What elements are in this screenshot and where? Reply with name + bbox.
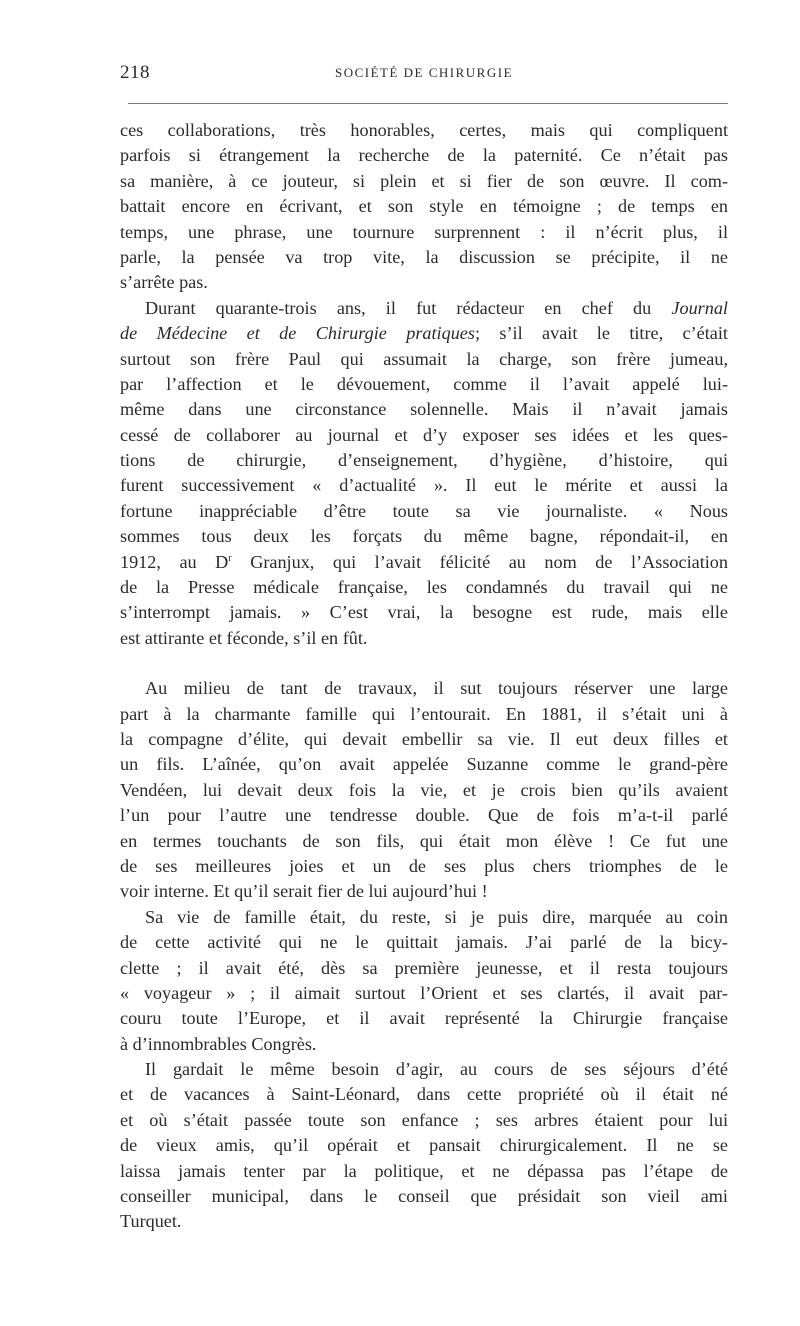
text-line: de ses meilleures joies et un de ses plus chers triomphes de le — [120, 855, 728, 876]
journal-title-italic: de Médecine et de Chirurgie pratiques — [120, 323, 475, 344]
text-line: furent successivement « d’actualité ». Il eut le mérite et aussi la — [120, 475, 728, 496]
text-line: de cette activité qui ne le quittait jamais. J’ai parlé de la bicy- — [120, 932, 728, 953]
text-line: en termes touchants de son fils, qui était mon élève ! Ce fut une — [120, 830, 728, 851]
paragraph-2 — [120, 296, 728, 651]
text-line: parfois si étrangement la recherche de la paternité. Ce n’était pas — [120, 145, 728, 166]
text-line: l’un pour l’autre une tendresse double. Que de fois m’a-t-il parlé — [120, 805, 728, 826]
paragraph-1 — [120, 118, 728, 296]
page-header — [120, 62, 728, 92]
text-line: Au milieu de tant de travaux, il sut toujours réserver une large — [145, 678, 728, 699]
text-line: conseiller municipal, dans le conseil que présidait son vieil ami — [120, 1186, 728, 1207]
text-line: temps, une phrase, une tournure surprennent : il n’écrit plus, il — [120, 221, 728, 242]
text-line: s’arrête pas. — [120, 272, 208, 293]
text-line: voir interne. Et qu’il serait fier de lui aujourd’hui ! — [120, 881, 488, 902]
text-line: sommes tous deux les forçats du même bagne, répondait-il, en — [120, 526, 728, 547]
paragraph-3 — [120, 676, 728, 905]
text-line: Il gardait le même besoin d’agir, au cours de ses séjours d’été — [145, 1059, 728, 1080]
text-line: de vieux amis, qu’il opérait et pansait chirurgicalement. Il ne se — [120, 1135, 728, 1156]
text-line: Vendéen, lui devait deux fois la vie, et je crois bien qu’ils avaient — [120, 779, 728, 800]
text-line: « voyageur » ; il aimait surtout l’Orient et ses clartés, il avait par- — [120, 982, 728, 1003]
text-line: part à la charmante famille qui l’entourait. En 1881, il s’était uni à — [120, 703, 728, 724]
text-line: laissa jamais tenter par la politique, et ne dépassa pas l’étape de — [120, 1160, 728, 1181]
text-line: battait encore en écrivant, et son style en témoigne ; de temps en — [120, 196, 728, 217]
section-gap — [120, 651, 728, 676]
text-line: s’interrompt jamais. » C’est vrai, la besogne est rude, mais elle — [120, 602, 728, 623]
text-line: surtout son frère Paul qui assumait la charge, son frère jumeau, — [120, 348, 728, 369]
text-line: couru toute l’Europe, et il avait représenté la Chirurgie française — [120, 1008, 728, 1029]
text-line: et de vacances à Saint-Léonard, dans cette propriété où il était né — [120, 1084, 728, 1105]
header-rule — [128, 103, 728, 104]
text-fragment: ; s’il avait le titre, c’était — [474, 323, 728, 344]
text-line: un fils. L’aînée, qu’on avait appelée Suzanne comme le grand-père — [120, 754, 728, 775]
text-line — [120, 296, 728, 321]
text-line: la compagne d’élite, qui devait embellir sa vie. Il eut deux filles et — [120, 728, 728, 749]
running-title: SOCIÉTÉ DE CHIRURGIE — [334, 65, 514, 80]
superscript: r — [228, 552, 232, 564]
text-line: à d’innombrables Congrès. — [120, 1033, 317, 1054]
text-line: et où s’était passée toute son enfance ; ses arbres étaient pour lui — [120, 1109, 728, 1130]
journal-title-italic: Journal — [671, 297, 728, 318]
text-line: Sa vie de famille était, du reste, si je puis dire, marquée au coin — [145, 906, 728, 927]
text-line: de la Presse médicale française, les condamnés du travail qui ne — [120, 577, 728, 598]
text-line: même dans une circonstance solennelle. Mais il n’avait jamais — [120, 399, 728, 420]
text-fragment: Durant quarante-trois ans, il fut rédacteur en chef du — [145, 297, 652, 318]
text-line: tions de chirurgie, d’enseignement, d’hygiène, d’histoire, qui — [120, 450, 728, 471]
text-line: clette ; il avait été, dès sa première jeunesse, et il resta toujours — [120, 957, 728, 978]
text-line: est attirante et féconde, s’il en fût. — [120, 627, 368, 648]
text-fragment: Granjux, qui l’avait félicité au nom de l’Association — [231, 551, 728, 572]
text-fragment: 1912, au D — [120, 551, 229, 572]
text-line: sa manière, à ce jouteur, si plein et si fier de son œuvre. Il com- — [120, 170, 728, 191]
text-line — [120, 550, 728, 575]
paragraph-5 — [120, 1057, 728, 1235]
body-text — [120, 118, 728, 1235]
text-line — [120, 321, 728, 346]
text-line: fortune inappréciable d’être toute sa vie journaliste. « Nous — [120, 500, 728, 521]
paragraph-4 — [120, 905, 728, 1057]
page-number: 218 — [120, 62, 150, 83]
text-line: parle, la pensée va trop vite, la discussion se précipite, il ne — [120, 246, 728, 267]
text-line: ces collaborations, très honorables, certes, mais qui compliquent — [120, 120, 728, 140]
text-line: cessé de collaborer au journal et d’y exposer ses idées et les ques- — [120, 424, 728, 445]
text-line: par l’affection et le dévouement, comme il l’avait appelé lui- — [120, 373, 728, 394]
text-line: Turquet. — [120, 1211, 182, 1232]
